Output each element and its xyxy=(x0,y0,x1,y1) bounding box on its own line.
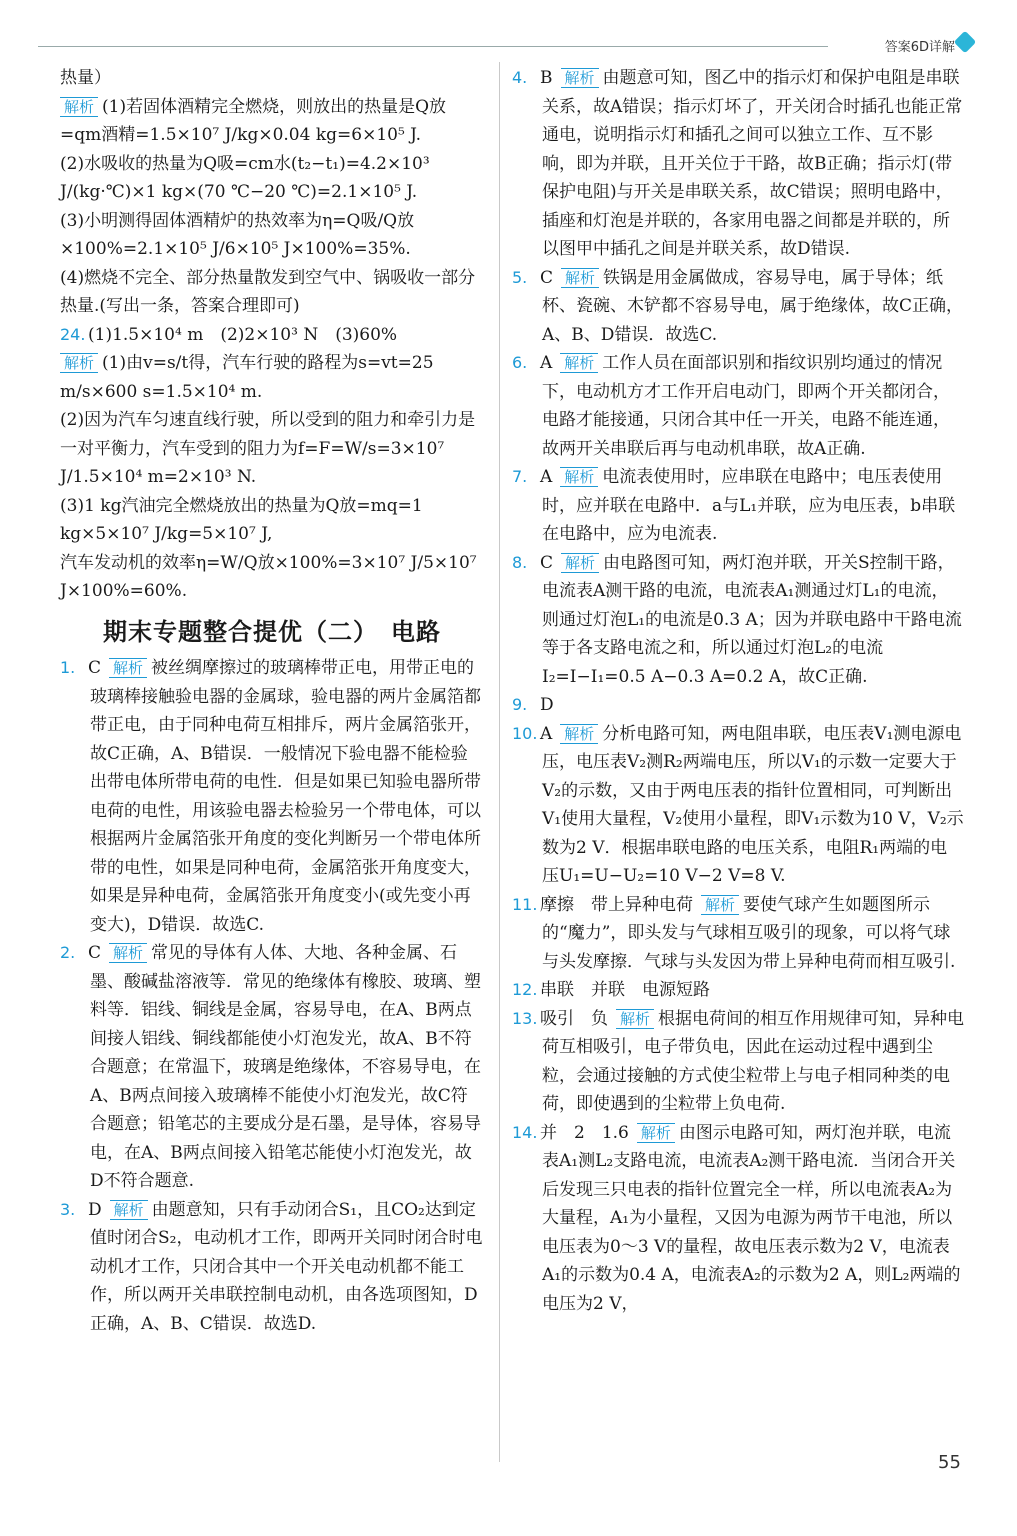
analysis-tag: 解析 xyxy=(561,553,599,573)
answer-text: C xyxy=(540,267,554,288)
question-number: 1. xyxy=(60,658,76,677)
column-divider xyxy=(499,62,500,1462)
analysis-tag: 解析 xyxy=(560,724,598,744)
answer-paragraph xyxy=(60,654,484,939)
answer-paragraph xyxy=(60,549,484,606)
answer-text: 并 2 1.6 xyxy=(540,1122,629,1143)
question-number: 24. xyxy=(60,324,86,344)
analysis-text: 由题意知，只有手动闭合S₁，且CO₂达到定值时闭合S₂，电动机才工作，即两开关同时闭合时电动机才工作，只闭合其中一个开关电动机都不能工作，所以两开关串联控制电动机，由各选项图知，D正确，A、B、C错误．故选D. xyxy=(90,1199,483,1334)
answer-paragraph xyxy=(512,549,964,692)
header-rule xyxy=(38,46,828,47)
question-number: 13. xyxy=(512,1008,538,1028)
answer-paragraph xyxy=(60,93,484,150)
answer-paragraph xyxy=(512,1005,964,1119)
right-column xyxy=(512,64,964,1318)
analysis-tag: 解析 xyxy=(561,268,599,288)
answer-text: 汽车发动机的效率η=W/Q放×100%=3×10⁷ J/5×10⁷ J×100%=60%. xyxy=(60,552,477,601)
question-number: 2. xyxy=(60,943,76,962)
answer-text: A xyxy=(540,353,553,373)
answer-text: A xyxy=(540,723,553,744)
question-number: 5. xyxy=(512,267,528,287)
answer-paragraph xyxy=(60,349,484,406)
answer-paragraph xyxy=(60,64,484,93)
answer-text: (3)小明测得固体酒精炉的热效率为η=Q吸/Q放×100%=2.1×10⁵ J/6×10⁵ J×100%=35%. xyxy=(60,210,415,259)
answer-text: 吸引 负 xyxy=(540,1008,608,1029)
analysis-text: 铁锅是用金属做成，容易导电，属于导体；纸杯、瓷碗、木铲都不容易导电，属于绝缘体，故C正确，A、B、D错误．故选C. xyxy=(542,267,964,345)
analysis-tag: 解析 xyxy=(60,97,98,117)
header-label: 答案6D详解 xyxy=(884,40,955,55)
analysis-text: 由题意可知，图乙中的指示灯和保护电阻是串联关系，故A错误；指示灯坏了，开关闭合时插孔也能正常通电，说明指示灯和插孔之间可以独立工作、互不影响，即为并联，且开关位于干路，故B正确；指示灯(带保护电阻)与开关是串联关系，故C错误；照明电路中，插座和灯泡是并联的，各家用电器之间都是并联的，所以图甲中插孔之间是并联关系，故D错误. xyxy=(542,68,963,259)
analysis-text: 由图示电路可知，两灯泡并联，电流表A₁测L₂支路电流，电流表A₂测干路电流．当闭合开关后发现三只电表的指针位置完全一样，所以电流表A₂为大量程，A₁为小量程，又因为电源为两节干电池，所以电压表为0～3 V的量程，故电压表示数为2 V，电流表A₁的示数为0.4 A，电流表A₂的示数为2 A，则L₂两端的电压为2 V， xyxy=(542,1122,961,1314)
analysis-tag: 解析 xyxy=(110,1200,148,1220)
answer-text: C xyxy=(88,658,102,678)
analysis-tag: 解析 xyxy=(60,353,98,373)
answer-paragraph xyxy=(512,264,964,350)
answer-paragraph xyxy=(60,321,484,350)
answer-paragraph xyxy=(60,264,484,321)
question-number: 7. xyxy=(512,467,528,486)
analysis-tag: 解析 xyxy=(637,1123,675,1143)
question-number: 12. xyxy=(512,980,538,999)
analysis-tag: 解析 xyxy=(109,658,147,678)
page-number: 55 xyxy=(938,1452,961,1473)
header-diamond-icon xyxy=(954,31,977,54)
answer-text: 摩擦 带上异种电荷 xyxy=(540,894,693,915)
answer-text: B xyxy=(540,68,553,88)
answer-text: 热量） xyxy=(60,68,111,88)
analysis-text: 由电路图可知，两灯泡并联，开关S控制干路，电流表A测干路的电流，电流表A₁测通过灯L₁的电流，则通过灯泡L₁的电流是0.3 A；因为并联电路中干路电流等于各支路电流之和，所以通过灯泡L₂的电流I₂=I−I₁=0.5 A−0.3 A=0.2 A，故C正确. xyxy=(542,552,962,687)
answer-text: (1)1.5×10⁴ m (2)2×10³ N (3)60% xyxy=(88,324,398,345)
question-number: 8. xyxy=(512,552,528,572)
analysis-tag: 解析 xyxy=(561,68,599,88)
answer-paragraph xyxy=(60,150,484,207)
answer-paragraph xyxy=(512,891,964,977)
analysis-text: 要使气球产生如题图所示的“魔力”，即头发与气球相互吸引的现象，可以将气球与头发摩擦．气球与头发因为带上异种电荷而相互吸引. xyxy=(542,894,956,972)
analysis-text: 电流表使用时，应串联在电路中；电压表使用时，应并联在电路中．a与L₁并联，应为电压表，b串联在电路中，应为电流表. xyxy=(542,467,956,544)
answer-paragraph xyxy=(60,406,484,492)
answer-paragraph xyxy=(60,1196,484,1339)
left-column xyxy=(60,64,484,1338)
answer-paragraph xyxy=(512,1119,964,1319)
question-number: 14. xyxy=(512,1122,538,1142)
analysis-text: 分析电路可知，两电阻串联，电压表V₁测电源电压，电压表V₂测R₂两端电压，所以V₁的示数一定要大于V₂的示数，又由于两电压表的指针位置相同，可判断出V₁使用大量程，V₂使用小量程，即V₁示数为10 V，V₂示数为2 V．根据串联电路的电压关系，电阻R₁两端的电压U₁=U−U₂=10 V−2 V=8 V. xyxy=(542,723,964,886)
answer-paragraph xyxy=(60,939,484,1196)
analysis-text: 根据电荷间的相互作用规律可知，异种电荷互相吸引，电子带负电，因此在运动过程中遇到尘粒，会通过接触的方式使尘粒带上与电子相同种类的电荷，即使遇到的尘粒带上负电荷. xyxy=(542,1008,965,1114)
answer-text: C xyxy=(88,943,102,963)
question-number: 4. xyxy=(512,68,528,87)
answer-text: (4)燃烧不完全、部分热量散发到空气中、锅吸收一部分热量.(写出一条，答案合理即可) xyxy=(60,267,476,316)
question-number: 11. xyxy=(512,894,538,914)
answer-paragraph xyxy=(512,691,964,720)
question-number: 3. xyxy=(60,1199,76,1219)
answer-paragraph xyxy=(512,349,964,463)
analysis-tag: 解析 xyxy=(560,353,598,373)
answer-paragraph xyxy=(60,207,484,264)
analysis-text: 常见的导体有人体、大地、各种金属、石墨、酸碱盐溶液等．常见的绝缘体有橡胶、玻璃、塑料等．铝线、铜线是金属，容易导电，在A、B两点间接人铝线、铜线都能使小灯泡发光，故A、B不符合题意；在常温下，玻璃是绝缘体，不容易导电，在A、B两点间接入玻璃棒不能使小灯泡发光，故C符合题意；铅笔芯的主要成分是石墨，是导体，容易导电，在A、B两点间接入铅笔芯能使小灯泡发光，故D不符合题意. xyxy=(90,943,481,1191)
answer-text: (1)若固体酒精完全燃烧，则放出的热量是Q放=qm酒精=1.5×10⁷ J/kg×0.04 kg=6×10⁵ J. xyxy=(60,96,447,145)
answer-text: (1)由v=s/t得，汽车行驶的路程为s=vt=25 m/s×600 s=1.5×10⁴ m. xyxy=(60,353,434,402)
answer-paragraph xyxy=(512,976,964,1005)
analysis-text: 工作人员在面部识别和指纹识别均通过的情况下，电动机方才工作开启电动门，即两个开关都闭合，电路才能接通，只闭合其中任一开关，电路不能连通，故两开关串联后再与电动机串联，故A正确. xyxy=(542,353,950,459)
question-number: 6. xyxy=(512,353,528,372)
answer-paragraph xyxy=(512,463,964,549)
answer-paragraph xyxy=(512,64,964,264)
question-number: 9. xyxy=(512,695,528,714)
answer-text: 串联 并联 电源短路 xyxy=(540,980,710,1000)
analysis-tag: 解析 xyxy=(109,943,147,963)
analysis-tag: 解析 xyxy=(616,1009,654,1029)
answer-text: (2)因为汽车匀速直线行驶，所以受到的阻力和牵引力是一对平衡力，汽车受到的阻力为f=F=W/s=3×10⁷ J/1.5×10⁴ m=2×10³ N. xyxy=(60,410,476,487)
answer-text: (2)水吸收的热量为Q吸=cm水(t₂−t₁)=4.2×10³ J/(kg·℃)×1 kg×(70 ℃−20 ℃)=2.1×10⁵ J. xyxy=(60,153,430,202)
answer-paragraph xyxy=(60,492,484,549)
answer-text: (3)1 kg汽油完全燃烧放出的热量为Q放=mq=1 kg×5×10⁷ J/kg=5×10⁷ J, xyxy=(60,495,423,544)
answer-paragraph xyxy=(512,720,964,891)
answer-text: D xyxy=(540,695,554,715)
answer-text: D xyxy=(88,1199,102,1220)
question-number: 10. xyxy=(512,723,538,743)
section-title: 期末专题整合提优（二） 电路 xyxy=(103,617,441,646)
analysis-text: 被丝绸摩擦过的玻璃棒带正电，用带正电的玻璃棒接触验电器的金属球，验电器的两片金属箔都带正电，由于同种电荷互相排斥，两片金属箔张开，故C正确，A、B错误．一般情况下验电器不能检验出带电体所带电荷的电性．但是如果已知验电器所带电荷的电性，用该验电器去检验另一个带电体，可以根据两片金属箔张开角度的变化判断另一个带电体所带的电性，如果是同种电荷，金属箔张开角度变大，如果是异种电荷，金属箔张开角度变小(或先变小再变大)，D错误．故选C. xyxy=(90,658,481,935)
analysis-tag: 解析 xyxy=(560,467,598,487)
analysis-tag: 解析 xyxy=(701,895,739,915)
answer-text: A xyxy=(540,467,553,487)
answer-text: C xyxy=(540,552,554,573)
